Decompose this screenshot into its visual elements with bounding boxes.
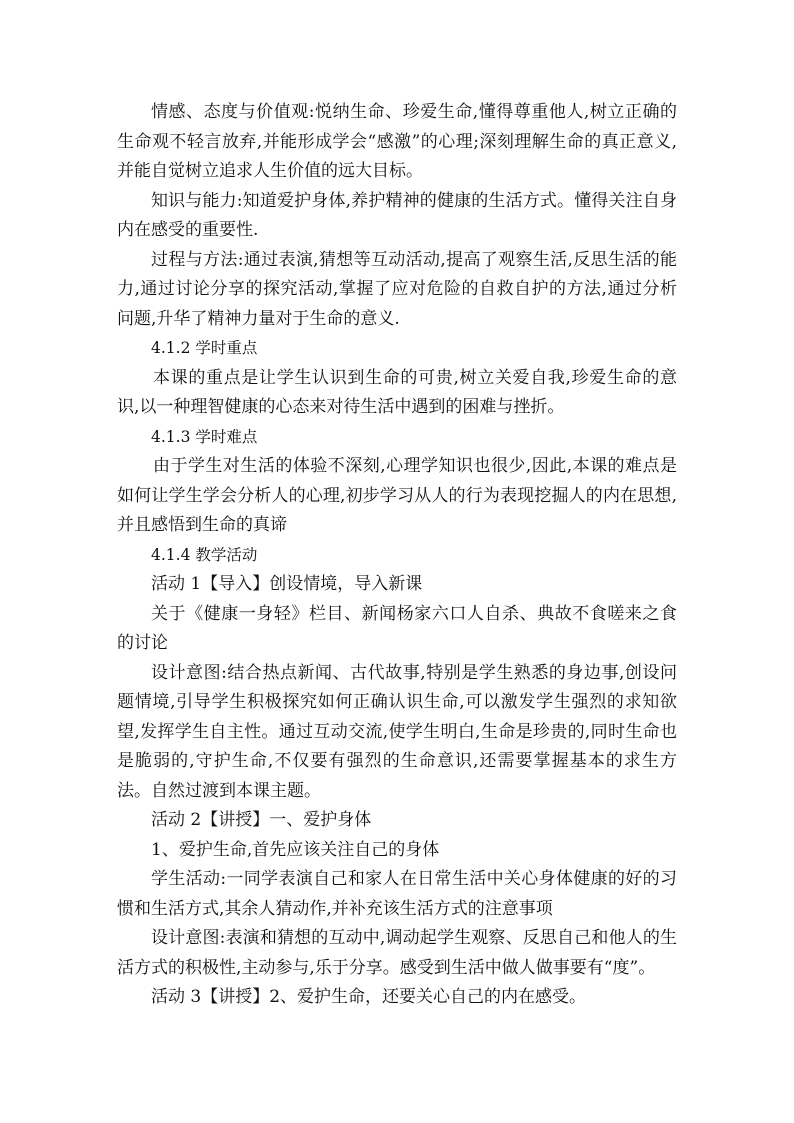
paragraph-activity-2-student-activity: 学生活动:一同学表演自己和家人在日常生活中关心身体健康的好的习惯和生活方式,其余人猜动作,并补充该生活方式的注意事项 (117, 869, 677, 919)
paragraph-activity-2-point-1: 1、爱护生命,首先应该关注自己的身体 (151, 839, 440, 860)
paragraph-process-method: 过程与方法:通过表演,猜想等互动活动,提高了观察生活,反思生活的能力,通过讨论分享的探究活动,掌握了应对危险的自救自护的方法,通过分析问题,升华了精神力量对于生命的意义. (117, 249, 677, 329)
paragraph-emotion-attitude-values: 情感、态度与价值观:悦纳生命、珍爱生命,懂得尊重他人,树立正确的生命观不轻言放弃,并能形成学会“感激”的心理;深刻理解生命的真正意义,并能自觉树立追求人生价值的远大目标。 (117, 102, 677, 181)
activity-3-title: 活动 3【讲授】2、爱护生命，还要关心自己的内在感受。 (151, 987, 587, 1007)
activity-2-title: 活动 2【讲授】一、爱护身体 (151, 810, 372, 830)
paragraph-key-points: 本课的重点是让学生认识到生命的可贵,树立关爱自我,珍爱生命的意识,以一种理智健康的心态来对待生活中遇到的困难与挫折。 (117, 367, 677, 417)
paragraph-activity-1-design: 设计意图:结合热点新闻、古代故事,特别是学生熟悉的身边事,创设问题情境,引导学生积极探究如何正确认识生命,可以激发学生强烈的求知欲望,发挥学生自主性。通过互动交流,使学生明白,生命是珍贵的,同时生命也是脆弱的,守护生命,不仅要有强烈的生命意识,还需要掌握基本的求生方法。自然过渡到本课主题。 (117, 662, 677, 801)
paragraph-knowledge-ability: 知识与能力:知道爱护身体,养护精神的健康的生活方式。懂得关注自身内在感受的重要性. (117, 190, 677, 240)
paragraph-activity-2-design: 设计意图:表演和猜想的互动中,调动起学生观察、反思自己和他人的生活方式的积极性,主动参与,乐于分享。感受到生活中做人做事要有“度”。 (117, 928, 677, 978)
section-heading-difficulties: 4.1.3 学时难点 (151, 427, 258, 446)
document-body (117, 98, 677, 1013)
section-heading-key-points: 4.1.2 学时重点 (151, 339, 258, 357)
paragraph-activity-1-topics: 关于《健康一身轻》栏目、新闻杨家六口人自杀、典故不食嗟来之食的讨论 (117, 603, 677, 653)
activity-1-title: 活动 1【导入】创设情境，导入新课 (151, 574, 423, 594)
paragraph-difficulties: 由于学生对生活的体验不深刻,心理学知识也很少,因此,本课的难点是如何让学生学会分析人的心理,初步学习从人的行为表现挖掘人的内在思想,并且感悟到生命的真谛 (117, 456, 677, 535)
section-heading-teaching-activities: 4.1.4 教学活动 (151, 545, 258, 564)
